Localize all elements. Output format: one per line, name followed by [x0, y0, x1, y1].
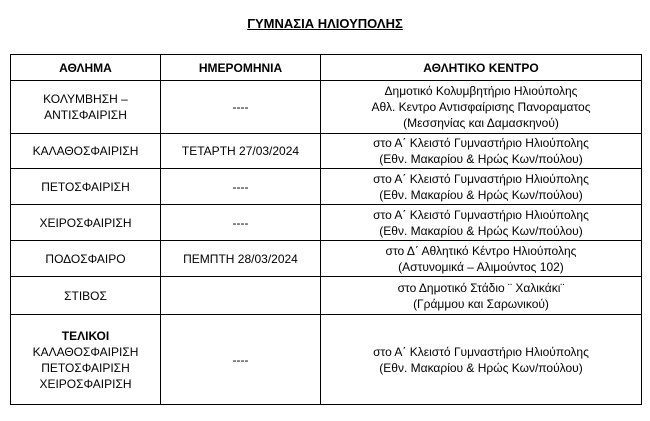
date-cell: ----: [161, 315, 321, 405]
venue-cell: [321, 241, 642, 277]
venue-line: στο Α΄ Κλειστό Γυμναστήριο Ηλιούπολης: [373, 136, 589, 150]
venue-cell: [321, 205, 642, 241]
venue-cell: [321, 81, 642, 134]
sport-cell: [11, 81, 161, 134]
venue-cell: [321, 134, 642, 169]
table-row: [11, 277, 642, 315]
sport-line: ΧΕΙΡΟΣΦΑΙΡΙΣΗ: [39, 215, 132, 230]
venue-line: στο Α΄ Κλειστό Γυμναστήριο Ηλιούπολης: [373, 344, 589, 359]
sport-line: ΚΑΛΑΘΟΣΦΑΙΡΙΣΗ: [32, 144, 139, 158]
table-row: [11, 81, 642, 134]
date-cell: ΠΕΜΠΤΗ 28/03/2024: [161, 241, 321, 277]
sport-cell: [11, 241, 161, 277]
sport-cell: [11, 277, 161, 315]
sport-line: ΚΟΛΥΜΒΗΣΗ –: [43, 92, 128, 106]
sport-line: ΑΝΤΙΣΦΑΙΡΙΣΗ: [44, 108, 127, 122]
table-header-row: [11, 55, 642, 81]
sport-cell: [11, 169, 161, 205]
table-row: [11, 134, 642, 169]
header-sport: ΑΘΛΗΜΑ: [11, 55, 161, 81]
document-title: ΓΥΜΝΑΣΙΑ ΗΛΙΟΥΠΟΛΗΣ: [247, 16, 403, 31]
schedule-table: [10, 54, 642, 405]
venue-line: Αθλ. Κεντρο Αντισφαίρισης Πανοραματος: [371, 100, 591, 114]
sport-line: ΧΕΙΡΟΣΦΑΙΡΙΣΗ: [39, 376, 132, 391]
sport-cell: [11, 315, 161, 405]
date-cell: [161, 277, 321, 315]
venue-line: (Μεσσηνίας και Δαμασκηνού): [403, 116, 559, 130]
table-row: [11, 205, 642, 241]
date-cell: ΤΕΤΑΡΤΗ 27/03/2024: [161, 134, 321, 169]
date-cell: ----: [161, 205, 321, 241]
sport-line: ΚΑΛΑΘΟΣΦΑΙΡΙΣΗ: [32, 344, 139, 359]
sport-line: ΠΕΤΟΣΦΑΙΡΙΣΗ: [41, 360, 130, 375]
sport-line: ΣΤΙΒΟΣ: [64, 288, 107, 303]
header-venue: ΑΘΛΗΤΙΚΟ ΚΕΝΤΡΟ: [321, 55, 642, 81]
venue-line: στο Α΄ Κλειστό Γυμναστήριο Ηλιούπολης: [373, 171, 589, 186]
sport-cell: [11, 205, 161, 241]
venue-line: (Εθν. Μακαρίου & Ηρώς Κων/πούλου): [379, 187, 583, 202]
table-row: [11, 315, 642, 405]
table-row: [11, 241, 642, 277]
venue-line: Δημοτικό Κολυμβητήριο Ηλιούπολης: [384, 84, 578, 98]
venue-line: (Εθν. Μακαρίου & Ηρώς Κων/πούλου): [379, 152, 583, 166]
venue-line: (Αστυνομικά – Αλιμούντος 102): [398, 259, 564, 274]
table-row: [11, 169, 642, 205]
venue-line: (Γράμμου και Σαρωνικού): [413, 296, 549, 311]
sport-cell: [11, 134, 161, 169]
sport-line: ΠΕΤΟΣΦΑΙΡΙΣΗ: [41, 179, 130, 194]
venue-cell: [321, 169, 642, 205]
date-cell: ----: [161, 81, 321, 134]
sport-line: ΠΟΔΟΣΦΑΙΡΟ: [45, 251, 126, 266]
date-cell: ----: [161, 169, 321, 205]
venue-line: στο Δ΄ Αθλητικό Κέντρο Ηλιούπολης: [385, 243, 577, 258]
venue-line: στο Α΄ Κλειστό Γυμναστήριο Ηλιούπολης: [373, 207, 589, 222]
header-date: ΗΜΕΡΟΜΗΝΙΑ: [161, 55, 321, 81]
venue-line: στο Δημοτικό Στάδιο ¨ Χαλικάκι¨: [397, 280, 565, 295]
venue-cell: [321, 315, 642, 405]
sport-heading: ΤΕΛΙΚΟΙ: [61, 328, 110, 343]
venue-cell: [321, 277, 642, 315]
venue-line: (Εθν. Μακαρίου & Ηρώς Κων/πούλου): [379, 360, 583, 375]
venue-line: (Εθν. Μακαρίου & Ηρώς Κων/πούλου): [379, 223, 583, 238]
